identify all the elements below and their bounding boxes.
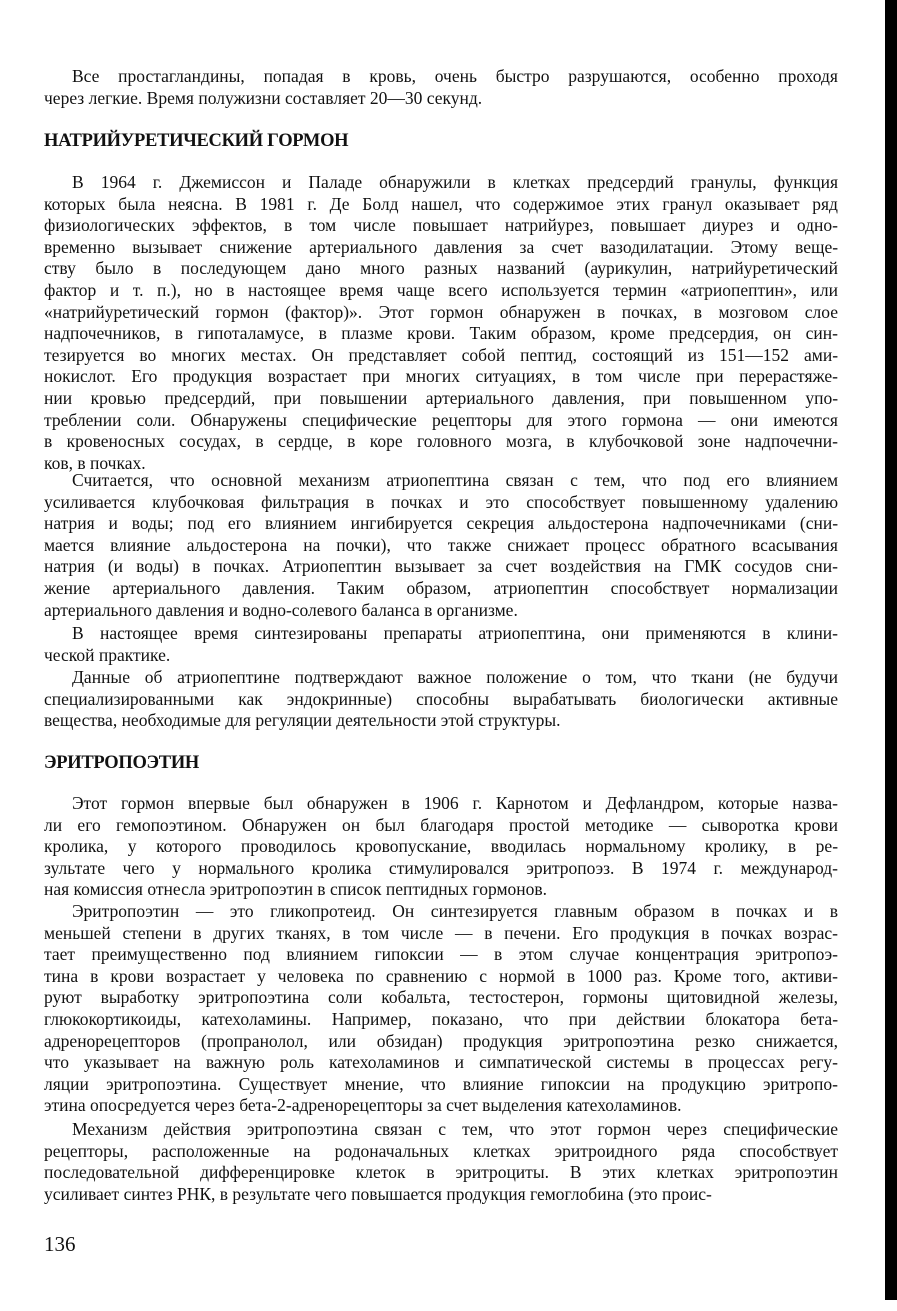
text-line: через легкие. Время полужизни составляет 20—30 секунд. bbox=[44, 87, 483, 108]
text-line: глюкокортикоиды, катехоламины. Например, показано, что при действии блокатора бета- bbox=[44, 1008, 839, 1029]
text-line: кролика, у которого проводилось кровопускание, вводилась нормальному кролику, в ре- bbox=[44, 836, 839, 857]
text-line: зультате чего у нормального кролика стимулировался эритропоэз. В 1974 г. международ- bbox=[44, 857, 838, 878]
text-line: ческой практике. bbox=[44, 644, 171, 665]
text-line: ная комиссия отнесла эритропоэтин в список пептидных гормонов. bbox=[44, 879, 548, 900]
text-line: «натрийуретический гормон (фактор)». Этот гормон обнаружен в почках, в мозговом слое bbox=[44, 301, 838, 322]
paragraph bbox=[44, 66, 838, 109]
text-line: надпочечников, в гипоталамусе, в плазме крови. Таким образом, кроме предсердия, он син- bbox=[44, 323, 838, 344]
text-line: Данные об атриопептине подтверждают важное положение о том, что ткани (не будучи bbox=[72, 667, 839, 687]
paragraph bbox=[44, 793, 838, 901]
section-heading: НАТРИЙУРЕТИЧЕСКИЙ ГОРМОН bbox=[44, 131, 349, 151]
text-line: Считается, что основной механизм атриопептина связан с тем, что под его влиянием bbox=[72, 470, 839, 490]
paragraph bbox=[44, 172, 838, 474]
text-line: тает преимущественно под влиянием гипоксии — в этом случае концентрация эритропоэ- bbox=[44, 944, 838, 965]
text-line: нокислот. Его продукция возрастает при многих ситуациях, в том числе при перерастяже- bbox=[44, 366, 838, 387]
text-line: мается влияние альдостерона на почки), что также снижает процесс обратного всасывания bbox=[44, 534, 838, 555]
text-line: ли его гемопоэтином. Обнаружен он был благодаря простой методике — сыворотка крови bbox=[44, 814, 838, 835]
text-line: усиливает синтез РНК, в результате чего повышается продукция гемоглобина (это проис- bbox=[44, 1183, 712, 1204]
text-line: ляции эритропоэтина. Существует мнение, что влияние гипоксии на продукцию эритропо- bbox=[44, 1073, 838, 1094]
text-line: Эритропоэтин — это гликопротеид. Он синтезируется главным образом в почках и в bbox=[72, 901, 839, 921]
text-line: этина опосредуется через бета-2-адренорецепторы за счет выделения катехоламинов. bbox=[44, 1095, 682, 1116]
text-line: которых была неясна. В 1981 г. Де Болд нашел, что содержимое этих гранул оказывает ряд bbox=[44, 193, 838, 214]
text-line: натрия и воды; под его влиянием ингибируется секреция альдостерона надпочечниками (сни- bbox=[44, 513, 839, 534]
scan-edge-shadow bbox=[885, 0, 897, 1300]
text-line: тезируется во многих местах. Он представляет собой пептид, состоящий из 151—152 ами- bbox=[44, 344, 839, 365]
text-line: вещества, необходимые для регуляции деятельности этой структуры. bbox=[44, 710, 561, 731]
paragraph bbox=[44, 470, 838, 621]
text-line: фактор и т. п.), но в настоящее время чаще всего используется термин «атриопептин», или bbox=[44, 279, 839, 300]
text-line: в кровеносных сосудах, в сердце, в коре головного мозга, в клубочковой зоне надпочечни- bbox=[44, 431, 838, 452]
text-line: что указывает на важную роль катехоламинов и симпатической системы в процессах регу- bbox=[44, 1052, 838, 1073]
text-line: треблении соли. Обнаружены специфические рецепторы для этого гормона — они имеются bbox=[44, 409, 838, 430]
text-line: тина в крови возрастает у человека по сравнению с нормой в 1000 раз. Кроме того, активи- bbox=[44, 965, 838, 986]
text-line: временно вызывает снижение артериального давления за счет вазодилатации. Этому веще- bbox=[44, 236, 839, 257]
text-line: Все простагландины, попадая в кровь, очень быстро разрушаются, особенно проходя bbox=[72, 66, 838, 86]
text-line: рецепторы, расположенные на родоначальных клетках эритроидного ряда способствует bbox=[44, 1140, 838, 1161]
text-line: ков, в почках. bbox=[44, 452, 146, 473]
text-line: нии кровью предсердий, при повышении артериального давления, при повышенном упо- bbox=[44, 387, 839, 408]
text-line: В 1964 г. Джемиссон и Паладе обнаружили в клетках предсердий гранулы, функция bbox=[72, 172, 838, 192]
text-line: жение артериального давления. Таким образом, атриопептин способствует нормализации bbox=[44, 577, 839, 598]
text-line: В настоящее время синтезированы препараты атриопептина, они применяются в клини- bbox=[72, 623, 839, 643]
text-line: Этот гормон впервые был обнаружен в 1906 г. Карнотом и Дефландром, которые назва- bbox=[72, 793, 838, 813]
text-line: физиологических эффектов, в том числе повышает натрийурез, повышает диурез и одно- bbox=[44, 215, 838, 236]
text-line: последовательной дифференцировке клеток в эритроциты. В этих клетках эритропоэтин bbox=[44, 1162, 839, 1183]
text-line: натрия (и воды) в почках. Атриопептин вызывает за счет воздействия на ГМК сосудов сни- bbox=[44, 556, 838, 577]
section-heading: ЭРИТРОПОЭТИН bbox=[44, 753, 200, 773]
page-number: 136 bbox=[44, 1232, 76, 1256]
text-line: артериального давления и водно-солевого баланса в организме. bbox=[44, 599, 518, 620]
text-line: адренорецепторов (пропранолол, или обзидан) продукция эритропоэтина резко снижается, bbox=[44, 1030, 838, 1051]
text-line: ству было в последующем дано много разных названий (аурикулин, натрийуретический bbox=[44, 258, 838, 279]
paragraph bbox=[44, 667, 838, 732]
text-line: руют выработку эритропоэтина соли кобальта, тестостерон, гормоны щитовидной железы, bbox=[44, 987, 839, 1008]
paragraph bbox=[44, 623, 838, 666]
text-line: Механизм действия эритропоэтина связан с тем, что этот гормон через специфические bbox=[72, 1119, 838, 1139]
paragraph bbox=[44, 901, 838, 1117]
text-line: меньшей степени в других тканях, в том числе — в печени. Его продукция в почках возрас- bbox=[44, 922, 838, 943]
text-line: специализированными как эндокринные) способны вырабатывать биологически активные bbox=[44, 688, 839, 709]
text-line: усиливается клубочковая фильтрация в почках и это способствует повышенному удалению bbox=[44, 491, 839, 512]
paragraph bbox=[44, 1119, 838, 1205]
